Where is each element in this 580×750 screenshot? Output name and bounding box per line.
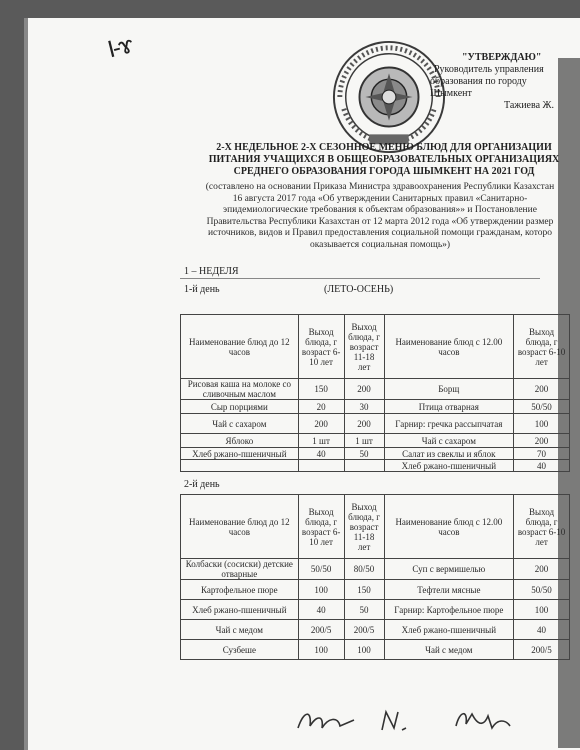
table-cell: 30 xyxy=(344,400,384,414)
table-cell: Хлеб ржано-пшеничный xyxy=(181,448,299,460)
table-cell: Яблоко xyxy=(181,434,299,448)
table-cell: 100 xyxy=(298,580,344,600)
table-header-row xyxy=(181,495,570,559)
table-row xyxy=(181,580,570,600)
approval-block xyxy=(430,52,570,112)
signature-1-icon xyxy=(294,706,364,736)
day-1-menu-table xyxy=(180,314,570,472)
table-cell: 100 xyxy=(514,600,570,620)
table-cell: Тефтели мясные xyxy=(384,580,514,600)
title-line: ПИТАНИЯ УЧАЩИХСЯ В ОБЩЕОБРАЗОВАТЕЛЬНЫХ ОРГАНИЗАЦИЯХ xyxy=(208,154,560,165)
table-cell: 200/5 xyxy=(514,640,570,660)
basis-line: источников, видов и Правил предоставления социальной помощи гражданам, которо xyxy=(207,228,553,238)
title-line: 2-Х НЕДЕЛЬНОЕ 2-Х СЕЗОННОЕ МЕНЮ БЛЮД ДЛЯ ОРГАНИЗАЦИИ xyxy=(216,142,552,153)
table-cell: 200/5 xyxy=(298,620,344,640)
table-cell: 200 xyxy=(344,379,384,400)
table-cell: Чай с сахаром xyxy=(384,434,514,448)
table-row xyxy=(181,434,570,448)
header-dishes-after-12: Наименование блюд с 12.00 часов xyxy=(384,315,514,379)
table-row xyxy=(181,379,570,400)
table-cell: Чай с медом xyxy=(384,640,514,660)
header-dishes-after-12: Наименование блюд с 12.00 часов xyxy=(384,495,514,559)
divider xyxy=(180,278,540,279)
basis-line: (составлено на основании Приказа Министра здравоохранения Республики Казахстан xyxy=(205,182,555,192)
table-cell: 200 xyxy=(344,414,384,434)
document-page xyxy=(24,18,580,750)
table-cell: 40 xyxy=(298,600,344,620)
table-cell: 1 шт xyxy=(298,434,344,448)
table-cell xyxy=(298,460,344,472)
table-cell: 40 xyxy=(514,620,570,640)
table-cell: Хлеб ржано-пшеничный xyxy=(384,620,514,640)
table-cell: Сыр порциями xyxy=(181,400,299,414)
table-cell: 50/50 xyxy=(514,400,570,414)
table-cell: 40 xyxy=(514,460,570,472)
table-cell: 200/5 xyxy=(344,620,384,640)
table-cell: 50 xyxy=(344,600,384,620)
table-cell xyxy=(344,460,384,472)
table-cell: 200 xyxy=(514,379,570,400)
table-cell: Хлеб ржано-пшеничный xyxy=(384,460,514,472)
table-cell: 1 шт xyxy=(344,434,384,448)
table-cell: Птица отварная xyxy=(384,400,514,414)
table-row xyxy=(181,559,570,580)
table-row xyxy=(181,460,570,472)
header-portion-6-10: Выход блюда, г возраст 6-10 лет xyxy=(298,315,344,379)
table-cell xyxy=(181,460,299,472)
table-cell: Чай с сахаром xyxy=(181,414,299,434)
handwritten-mark: I-ɤ xyxy=(104,31,135,64)
approval-title: "УТВЕРЖДАЮ" xyxy=(462,52,542,63)
table-row xyxy=(181,600,570,620)
day-1-label: 1-й день xyxy=(184,284,220,295)
table-header-row xyxy=(181,315,570,379)
table-cell: 70 xyxy=(514,448,570,460)
basis-line: Правительства Республики Казахстан от 12 марта 2012 года «Об утверждении размер xyxy=(206,216,554,227)
table-cell: 100 xyxy=(298,640,344,660)
table-cell: 50/50 xyxy=(298,559,344,580)
basis-line: 16 августа 2017 года «Об утверждении Санитарных правил «Санитарно- xyxy=(232,193,528,204)
table-cell: 200 xyxy=(298,414,344,434)
table-cell: 200 xyxy=(514,559,570,580)
signature-3-icon xyxy=(452,706,516,736)
header-portion-6-10: Выход блюда, г возраст 6-10 лет xyxy=(514,315,570,379)
table-cell: 150 xyxy=(298,379,344,400)
basis-line: эпидемиологические требования к объектам образования»» и Постановление xyxy=(223,205,537,215)
title-line: СРЕДНЕГО ОБРАЗОВАНИЯ ГОРОДА ШЫМКЕНТ НА 2021 ГОД xyxy=(233,166,535,177)
table-cell: Борщ xyxy=(384,379,514,400)
table-cell: Картофельное пюре xyxy=(181,580,299,600)
table-cell: 100 xyxy=(514,414,570,434)
approval-position: Руководитель управления xyxy=(434,64,544,75)
table-cell: Рисовая каша на молоке со сливочным маслом xyxy=(181,379,299,400)
approval-organization: образования по городу Шымкент xyxy=(430,76,527,99)
table-row xyxy=(181,400,570,414)
table-cell: 150 xyxy=(344,580,384,600)
scan-shadow-left xyxy=(24,18,28,750)
table-cell: Хлеб ржано-пшеничный xyxy=(181,600,299,620)
header-portion-11-18: Выход блюда, г возраст 11-18 лет xyxy=(344,315,384,379)
header-dishes-before-12: Наименование блюд до 12 часов xyxy=(181,495,299,559)
table-cell: 200 xyxy=(514,434,570,448)
document-title xyxy=(194,142,574,178)
table-cell: Салат из свеклы и яблок xyxy=(384,448,514,460)
table-cell: 50 xyxy=(344,448,384,460)
day-2-menu-table xyxy=(180,494,570,660)
table-cell: 40 xyxy=(298,448,344,460)
signature-2-icon xyxy=(376,706,426,736)
table-cell: Сузбеше xyxy=(181,640,299,660)
table-row xyxy=(181,414,570,434)
table-cell: Гарнир: гречка рассыпчатая xyxy=(384,414,514,434)
table-cell: Гарнир: Картофельное пюре xyxy=(384,600,514,620)
table-row xyxy=(181,640,570,660)
header-portion-11-18: Выход блюда, г возраст 11-18 лет xyxy=(344,495,384,559)
document-basis xyxy=(184,182,576,251)
header-portion-6-10: Выход блюда, г возраст 6-10 лет xyxy=(298,495,344,559)
table-cell: 80/50 xyxy=(344,559,384,580)
table-cell: 50/50 xyxy=(514,580,570,600)
week-label: 1 – НЕДЕЛЯ xyxy=(184,266,239,277)
table-cell: Чай с медом xyxy=(181,620,299,640)
basis-line: оказывается социальная помощь») xyxy=(309,239,451,250)
header-dishes-before-12: Наименование блюд до 12 часов xyxy=(181,315,299,379)
table-row xyxy=(181,620,570,640)
table-cell: Суп с вермишелью xyxy=(384,559,514,580)
season-label: (ЛЕТО-ОСЕНЬ) xyxy=(324,284,394,295)
day-2-label: 2-й день xyxy=(184,479,220,490)
table-row xyxy=(181,448,570,460)
table-cell: 100 xyxy=(344,640,384,660)
table-cell: 20 xyxy=(298,400,344,414)
table-cell: Колбаски (сосиски) детские отварные xyxy=(181,559,299,580)
approval-name: Тажиева Ж. xyxy=(504,100,554,111)
header-portion-6-10: Выход блюда, г возраст 6-10 лет xyxy=(514,495,570,559)
